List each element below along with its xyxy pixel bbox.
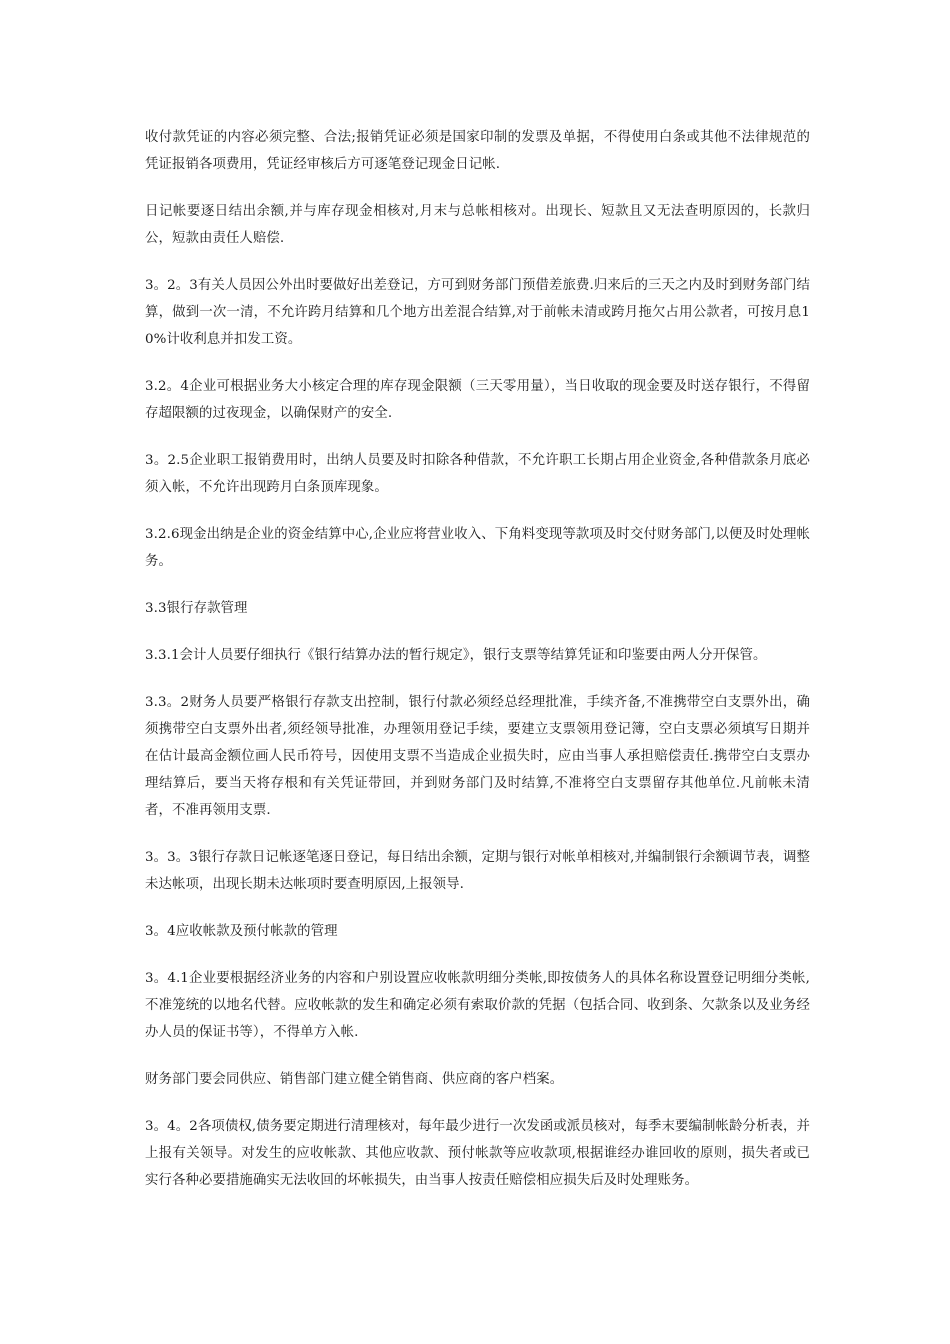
paragraph-3-4-2: 3。4。2各项债权,债务要定期进行清理核对，每年最少进行一次发函或派员核对，每季末要编制帐龄分析表，并上报有关领导。对发生的应收帐款、其他应收款、预付帐款等应收款项,根据谁经办谁回收的原则，损失者或已实行各种必要措施确实无法收回的坏帐损失，由当事人按责任赔偿相应损失后及时处理账务。 — [145, 1119, 810, 1188]
paragraph-3-2-5: 3。2.5企业职工报销费用时，出纳人员要及时扣除各种借款，不允许职工长期占用企业资金,各种借款条月底必须入帐，不允许出现跨月白条顶库现象。 — [145, 453, 810, 495]
paragraph-3-2-6: 3.2.6现金出纳是企业的资金结算中心,企业应将营业收入、下角料变现等款项及时交付财务部门,以便及时处理帐务。 — [145, 527, 810, 569]
paragraph-3-3-1: 3.3.1会计人员要仔细执行《银行结算办法的暂行规定》，银行支票等结算凭证和印鉴要由两人分开保管。 — [145, 648, 767, 663]
paragraph-voucher-rules: 收付款凭证的内容必须完整、合法;报销凭证必须是国家印制的发票及单据，不得使用白条或其他不法律规范的凭证报销各项费用，凭证经审核后方可逐笔登记现金日记帐. — [145, 130, 810, 172]
paragraph-3-2-4: 3.2。4企业可根据业务大小核定合理的库存现金限额（三天零用量），当日收取的现金要及时送存银行，不得留存超限额的过夜现金，以确保财产的安全. — [145, 379, 810, 421]
document-body — [145, 124, 810, 1214]
paragraph-3-4-1: 3。4.1企业要根据经济业务的内容和户别设置应收帐款明细分类帐,即按债务人的具体名称设置登记明细分类帐,不准笼统的以地名代替。应收帐款的发生和确定必须有索取价款的凭据（包括合同、收到条、欠款条以及业务经办人员的保证书等），不得单方入帐. — [145, 971, 810, 1040]
paragraph-3-2-3: 3。2。3有关人员因公外出时要做好出差登记，方可到财务部门预借差旅费.归来后的三天之内及时到财务部门结算，做到一次一清，不允许跨月结算和几个地方出差混合结算,对于前帐未清或跨月拖欠占用公款者，可按月息10%计收利息并扣发工资。 — [145, 278, 810, 347]
paragraph-customer-archive: 财务部门要会同供应、销售部门建立健全销售商、供应商的客户档案。 — [145, 1072, 564, 1087]
paragraph-3-3-2: 3.3。2财务人员要严格银行存款支出控制，银行付款必须经总经理批准，手续齐备,不准携带空白支票外出，确须携带空白支票外出者,须经领导批准，办理领用登记手续，要建立支票领用登记簿，空白支票必须填写日期并在估计最高金额位画人民币符号，因使用支票不当造成企业损失时，应由当事人承担赔偿责任.携带空白支票办理结算后，要当天将存根和有关凭证带回，并到财务部门及时结算,不准将空白支票留存其他单位.凡前帐未清者，不准再领用支票. — [145, 695, 810, 818]
paragraph-3-3-3: 3。3。3银行存款日记帐逐笔逐日登记，每日结出余额，定期与银行对帐单相核对,并编制银行余额调节表，调整未达帐项，出现长期未达帐项时要查明原因,上报领导. — [145, 850, 810, 892]
section-heading-3-4: 3。4应收帐款及预付帐款的管理 — [145, 924, 338, 939]
paragraph-daily-ledger: 日记帐要逐日结出余额,并与库存现金相核对,月末与总帐相核对。出现长、短款且又无法查明原因的，长款归公，短款由责任人赔偿. — [145, 204, 810, 246]
section-heading-3-3: 3.3银行存款管理 — [145, 601, 248, 616]
